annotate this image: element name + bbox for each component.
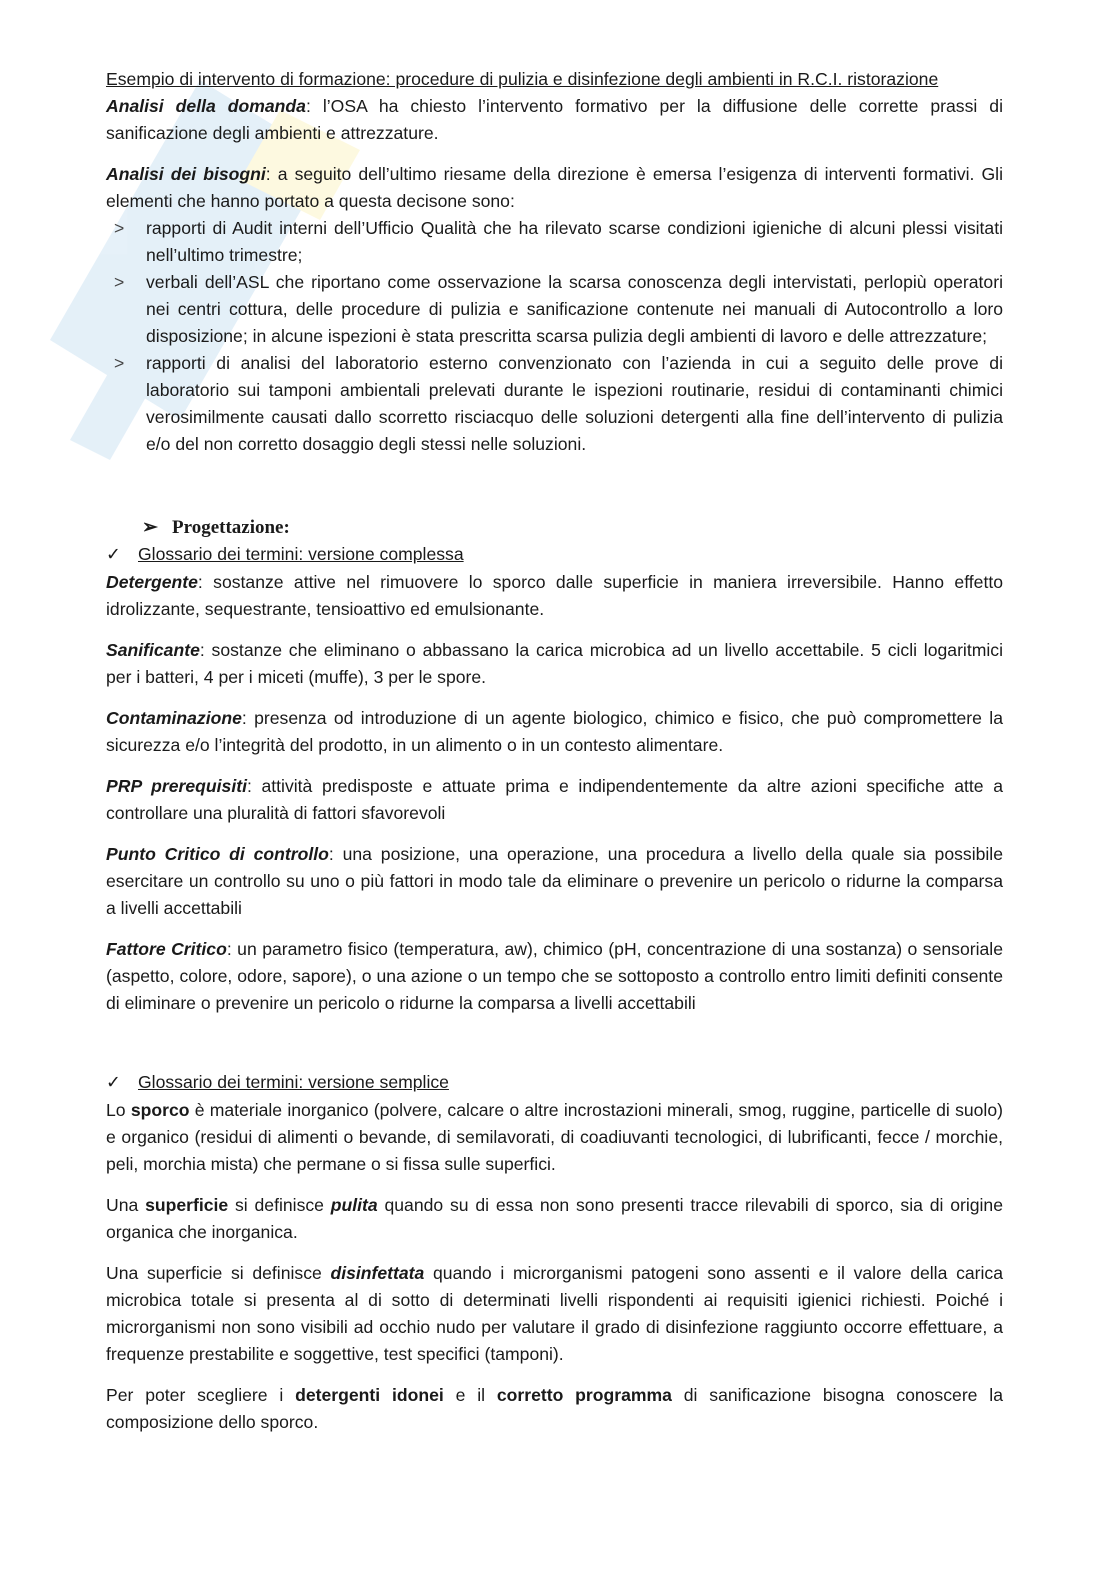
glossary-term: Punto Critico di controllo xyxy=(106,844,329,864)
glossary-definition: : una posizione, una operazione, una procedura a livello della quale sia possibile esercitare un controllo su uno o più fattori in modo tale da eliminare o prevenire un pericolo o ridurne la comparsa a livelli accettabili xyxy=(106,844,1004,918)
progettazione-heading xyxy=(106,514,1003,541)
list-item-text: rapporti di analisi del laboratorio esterno convenzionato con l’azienda in cui a seguito delle prove di laboratorio sui tamponi ambientali prelevati durante le ispezioni routinarie, residui di contaminanti chimici verosimilmente causati dallo scorretto risciacquo delle soluzioni detergenti alla fine dell’intervento di pulizia e/o del non corretto dosaggio degli stessi nelle soluzioni. xyxy=(146,353,1003,454)
glossario-semplice-title: Glossario dei termini: versione semplice xyxy=(138,1072,449,1092)
term-detergenti-idonei: detergenti idonei xyxy=(295,1385,444,1405)
text-run: Una xyxy=(106,1195,146,1215)
glossary-definition: : attività predisposte e attuate prima e indipendentemente da altre azioni specifiche atte a controllare una pluralità di fattori sfavorevoli xyxy=(106,776,1003,823)
glossary-entry xyxy=(106,773,1003,827)
glossary-entry xyxy=(106,637,1003,691)
checkmark-icon: ✓ xyxy=(106,545,121,565)
text-run: Lo xyxy=(106,1100,131,1120)
text-run: quando i microrganismi patogeni sono assenti e il valore della carica microbica totale si presenta al di sotto di determinati livelli rispondenti ai requisiti igienici richiesti. Poiché i microrganismi non sono visibili ad occhio nudo per valutare il grado di disinfezione raggiunto occorre effettuare, a frequenze prestabilite e soggettive, test specifici (tamponi). xyxy=(106,1263,1003,1364)
detergenti-paragraph xyxy=(106,1382,1003,1436)
progettazione-label: Progettazione: xyxy=(172,517,290,538)
glossary-term: Sanificante xyxy=(106,640,200,660)
term-superficie: superficie xyxy=(145,1195,229,1215)
document-title: Esempio di intervento di formazione: procedure di pulizia e disinfezione degli ambienti in R.C.I. ristorazione xyxy=(106,69,939,89)
text-run: è materiale inorganico (polvere, calcare o altre incrostazioni minerali, smog, ruggine, particelle di suolo) e organico (residui di alimenti o bevande, di semilavorati, di coadiuvanti tecnologici, di lubrificanti, fecce / morchie, peli, morchia mista) che permane o si fissa sulle superfici. xyxy=(106,1100,1003,1174)
term-corretto-programma: corretto programma xyxy=(496,1385,672,1405)
analisi-bisogni-label: Analisi dei bisogni xyxy=(106,164,266,184)
glossario-semplice-heading xyxy=(106,1069,1003,1097)
glossary-definition: : sostanze che eliminano o abbassano la carica microbica ad un livello accettabile. 5 cicli logaritmici per i batteri, 4 per i miceti (muffe), 3 per le spore. xyxy=(106,640,1003,687)
sporco-paragraph xyxy=(106,1097,1003,1178)
glossary-entry xyxy=(106,841,1003,922)
glossary-definition: : presenza od introduzione di un agente biologico, chimico e fisico, che può compromettere la sicurezza e/o l’integrità del prodotto, in un alimento o in un contesto alimentare. xyxy=(106,708,1003,755)
list-item xyxy=(106,215,1003,269)
list-item xyxy=(106,269,1003,350)
bisogni-list xyxy=(106,215,1003,458)
glossary-entry xyxy=(106,705,1003,759)
analisi-bisogni-paragraph xyxy=(106,161,1003,215)
superficie-pulita-paragraph xyxy=(106,1192,1003,1246)
document-page xyxy=(106,66,1003,1436)
glossary-entry xyxy=(106,569,1003,623)
term-disinfettata: disinfettata xyxy=(330,1263,425,1283)
glossary-entry xyxy=(106,936,1003,1017)
bullet-arrow-icon: > xyxy=(114,353,125,373)
analisi-domanda-text: : l’OSA ha chiesto l’intervento formativo per la diffusione delle corrette prassi di sanificazione degli ambienti e attrezzature. xyxy=(106,96,1003,143)
glossary-term: PRP prerequisiti xyxy=(106,776,247,796)
glossary-term: Contaminazione xyxy=(106,708,242,728)
checkmark-icon: ✓ xyxy=(106,1073,121,1093)
arrow-bullet-icon: ➢ xyxy=(142,517,158,538)
list-item-text: rapporti di Audit interni dell’Ufficio Qualità che ha rilevato scarse condizioni igieniche di alcuni plessi visitati nell’ultimo trimestre; xyxy=(146,218,1003,265)
superficie-disinfettata-paragraph xyxy=(106,1260,1003,1368)
text-run: quando su di essa non sono presenti tracce rilevabili di sporco, sia di origine organica che inorganica. xyxy=(106,1195,1004,1242)
text-run: Per poter scegliere i xyxy=(106,1385,296,1405)
glossary-definition: : sostanze attive nel rimuovere lo sporco dalle superficie in maniera irreversibile. Hanno effetto idrolizzante, sequestrante, tensioattivo ed emulsionante. xyxy=(106,572,1003,619)
analisi-bisogni-text: : a seguito dell’ultimo riesame della direzione è emersa l’esigenza di interventi formativi. Gli elementi che hanno portato a questa decisone sono: xyxy=(106,164,1003,211)
glossary-term: Fattore Critico xyxy=(106,939,227,959)
glossario-complessa-title: Glossario dei termini: versione complessa xyxy=(138,544,464,564)
analisi-domanda-label: Analisi della domanda xyxy=(106,96,306,116)
list-item xyxy=(106,350,1003,458)
glossario-complessa-heading xyxy=(106,541,1003,569)
term-sporco: sporco xyxy=(130,1100,190,1120)
text-run: e il xyxy=(443,1385,497,1405)
text-run: Una superficie si definisce xyxy=(106,1263,331,1283)
glossary-definition: : un parametro fisico (temperatura, aw), chimico (pH, concentrazione di una sostanza) o sensoriale (aspetto, colore, odore, sapore), o una azione o un tempo che se sottoposto a controllo entro limiti definiti consente di eliminare o prevenire un pericolo o ridurne la comparsa a livelli accettabili xyxy=(106,939,1003,1013)
text-run: si definisce xyxy=(228,1195,331,1215)
bullet-arrow-icon: > xyxy=(114,218,125,238)
glossary-term: Detergente xyxy=(106,572,198,592)
analisi-domanda-paragraph xyxy=(106,93,1003,147)
list-item-text: verbali dell’ASL che riportano come osservazione la scarsa conoscenza degli intervistati, perlopiù operatori nei centri cottura, delle procedure di pulizia e sanificazione contenute nei manuali di Autocontrollo a loro disposizione; in alcune ispezioni è stata prescritta scarsa pulizia degli ambienti di lavoro e delle attrezzature; xyxy=(146,272,1003,346)
bullet-arrow-icon: > xyxy=(114,272,125,292)
term-pulita: pulita xyxy=(330,1195,378,1215)
text-run: di sanificazione bisogna conoscere la composizione dello sporco. xyxy=(106,1385,1003,1432)
